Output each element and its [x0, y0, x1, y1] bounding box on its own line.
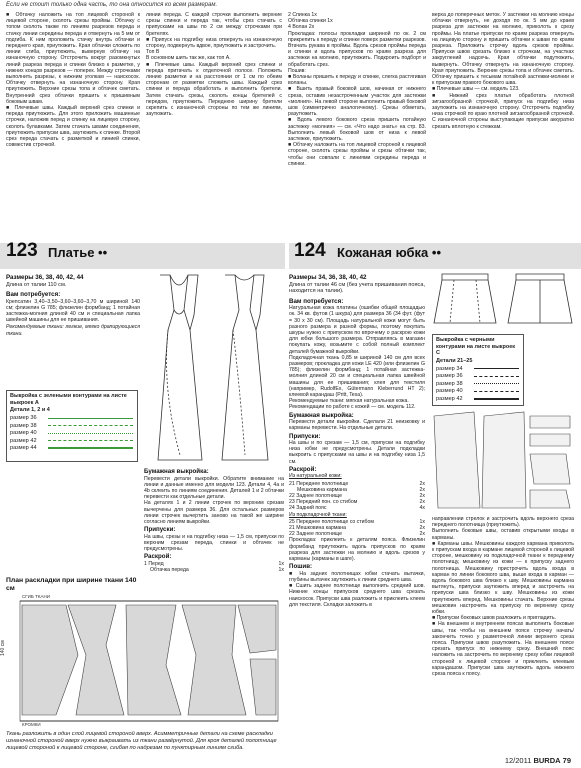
model-123-number: 123	[6, 240, 38, 261]
size-label: размер 38	[436, 380, 463, 387]
text-column-1	[6, 12, 140, 238]
model-124-allow-heading: Припуски:	[289, 432, 321, 440]
model-124-pattern-pieces	[430, 408, 578, 514]
col4-paragraph: верха до поперечных меток. У застежки на молнию концы обтачки отвернуть, не доходя по ок. 5 мм до краев разреза для застежки на молнию, приколоть к срезу проймы. На платье припуски по краям разреза отвернуть на лицевую сторону и пришить обтачки к швам по краям разреза. Приложить строчку вдоль срезов проймы. Припуски швов срезать близко к строчкам, на участках закруглений надсечь. Края обтачки подутюжить, вывернуть. Обтачку отвернуть на изнаночную сторону. Края приутюжить. Верхние срезы топа и обтачек сметать. Обтачку пришить к тесьмам потайной застежки-молнии и к припускам правого бокового шва. ■ Плечевые швы — см. модель 123. ■ Нижний срез платья обработать плотной зигзагообразной строчкой, припуск на подгибку низа заутюжить на изнаночную сторону. Отстрочить подгибку низа строчкой по краю плотной зигзагообразной строчкой. С изнаночной стороны выступающие припуски аккуратно срезать вплотную к стежкам.	[432, 12, 574, 130]
model-124-sketch	[430, 268, 578, 328]
cut-item	[144, 567, 284, 573]
size-row-42	[433, 395, 523, 403]
size-row-38	[7, 422, 137, 430]
top-note: Если не стоит только одна часть, то она относится ко всем размерам.	[6, 2, 218, 8]
cut-item-name: Обтачка переда	[150, 566, 189, 573]
model-124-glue-text: Прокладка: приклеить к деталям пояса. Флизелин формбанд приутюжить вдоль припусков по краям разреза для застежки на молнию и вдоль срезов у карманы (карманы в шаге).	[289, 537, 425, 562]
model-123-pattern-box-title: Выкройка с зелеными контурами на листе выкроек А	[10, 393, 127, 406]
cut-item-qty: 2x	[419, 531, 425, 538]
col2-paragraph: линии переда. С каждой строчки выполнить верхние срезы спинки и переда так, чтобы срез стачать с припусками на швы по 2 см между строчками при бретелях. ■ Припуск на подгибку низа отвернуть на изнаночную сторону, подвернуть вдвое, приутюжить и застрочить. Топ В В основном шить так же, как топ А. ■ Плечевые швы. Каждый верхний срез спинки и переда притачать к отделочной полосе. Положить линию разметки и на расстоянии от 1 см по обеим сторонам от разметки сложить швы. Каждый срез спинки и переда обработать и выполнить бретели. Затем стачать срезы, сколоть концы бретелей с передом, приутюжить. Переднюю ширину бретели скрепить с изнаночной стороны по тем же линиям, заутюжить.	[146, 12, 282, 118]
model-123-length: Длина от талии 110 см.	[6, 281, 67, 288]
cut-item-qty: 2x	[419, 486, 425, 493]
model-124-pattern-heading: Бумажная выкройка:	[289, 411, 354, 419]
layout-title: План раскладки при ширине ткани 140 см	[6, 577, 137, 592]
cut-item-name: 22 Заднее полотнище	[289, 531, 343, 538]
model-123-need-heading: Вам потребуется:	[6, 291, 61, 299]
model-124-length: Длина от талии 46 см (без учета пришивания пояса, находится на талии).	[289, 281, 425, 295]
model-123-band	[0, 243, 285, 269]
model-123-sketch	[140, 270, 285, 470]
model-124-sizes: Размеры 34, 36, 38, 40, 42	[289, 274, 367, 281]
model-123-allow-text: На швы, срезы и на подгибку низа — 1,5 см, припуски по верхним срезам переда, спинки и обтачек не предусмотрены.	[144, 533, 284, 553]
model-124-pattern-box-title: Выкройка с черными контурами на листе выкроек С	[436, 337, 516, 356]
cut-item-name: 22 Заднее полотнище	[289, 492, 343, 499]
model-124-text	[289, 274, 425, 750]
model-123-title: Платье ••	[48, 245, 108, 260]
model-124-right-paragraph: направлении стрелок и застрочить вдоль верхнего среза переднего полотнища (приутюжить). Выполнить боковые швы, оставив открытыми входы в карманы. ■ Карманы швы. Мешковины каждого кармана приколоть к припускам входа в кармане лицевой стороной к лицевой стороне, мешковину из подкладочной ткани к переднему полотнищу, мешковину из кожи — к припуску заднего полотнища. Мешковину пристрочить вдоль входа в карман по линии бокового шва, выше входа в карман — вдоль бокового шва близко к шву. Мешковины кармана вытянуть, припуски заутюжить вперед и застрочить на припуски шва близко к шву. Мешковины из кожи приутюжить вперед. Мешковины стачать. Верхние срезы мешковин настрочить на припуску по верхнему срезу юбки. ■ Припуски боковых швов разложить и пригладить. ■ На внешнем и внутреннем поясах выполнить боковые швы, так чтобы на внешнем поясе строчку начать/закончить точно у разметочной линии верхнего среза пояса. Припуски швов разутюжить. На внешнем поясе срезать припуск по нижнему срезу. Внешний пояс наложить на застрочить по верхнему срезу юбки лицевой стороной к лицевой стороне и приклеить клеевым карандашом. Припуски шва заутюжить вдоль нижнего среза пояса к поясу.	[432, 516, 574, 678]
footer-brand: BURDA	[533, 756, 561, 765]
size-label: размер 44	[10, 445, 37, 452]
model-124-sew-text: ■ На задних полотнищах юбки стачать вытачки, глубины вытачек заутюжить к линии среднего шва. ■ Сшить заднее полотнище выполнить средний шов. Нижние концы припусков среднего шва срезать наискосок. Припуски шва разложить и приклеить клеем для текстиля. Складки заложить в	[289, 570, 425, 608]
text-column-2	[146, 12, 282, 238]
model-124-number: 124	[294, 240, 326, 261]
size-label: размер 36	[436, 373, 463, 380]
text-column-4	[432, 12, 574, 238]
cut-item-name: Мешковина кармана	[297, 486, 347, 493]
size-row-40	[433, 388, 523, 396]
cut-sub-leather: Из натуральной кожи:	[289, 473, 342, 480]
model-123-sizes: Размеры 36, 38, 40, 42, 44	[6, 274, 84, 281]
size-row-42	[7, 437, 137, 445]
size-label: размер 38	[10, 422, 37, 429]
footer-page-number: 79	[562, 756, 571, 765]
cut-item-name: 23 Передний пон. со стибом	[289, 499, 358, 506]
model-123-pattern-heading: Бумажная выкройка:	[144, 468, 209, 475]
cutting-layout-diagram	[6, 595, 284, 730]
edge-label: КРОМКИ	[22, 722, 41, 727]
model-123-need-text: Крепсатин 3,40–3,50–3,60–3,60–3,70 м шириной 140 см; флизелин G 785; флизелин формбанд; 1 потайная застежка-молния длиной 40 см и специальная лапка швейной машины для ее пришивания.	[6, 298, 140, 324]
layout-caption: Ткань разложить в один слой лицевой стороной вверх. Асимметричные детали на схеме раскладки изнаночной стороной вверх нужно выкраивать из ткани развёрнутой. Для кроя деталей полотнище лицевой стороной к лицевой стороне, сгибая по надрезам по пунктирным линиям сгиба.	[6, 731, 277, 751]
size-row-34	[433, 365, 523, 373]
size-label: размер 42	[436, 395, 463, 402]
text-column-3	[288, 12, 426, 238]
size-label: размер 40	[10, 430, 37, 437]
model-124-allow-text: На швы и по срезам — 1,5 см, припуски на подгибку низа юбки не предусмотрены. Детали подкладки выкроить с припусками на швы и на подгибку низа 1,5 см.	[289, 440, 425, 465]
model-123-cut-heading: Раскрой:	[144, 553, 172, 561]
size-label: размер 36	[10, 415, 37, 422]
size-row-36	[7, 415, 137, 423]
width-label: 140 см	[0, 640, 6, 656]
col3-paragraph: 2 Спинка 1x Обтачка спинки 1x 4 Волан 2x Прокладка: полосы прокладки шириной по ок. 2 см прикрепить к переду и спинке поверх разметки разрезов. Втачать рукава в проймы. Вдоль срезов проймы переда и спинки и вдоль припусков по краям разреза для застежки на молнию, приутюжить. Подкроить подборт и обработать срез. Пошив: ■ Воланы пришить к переду и спинке, слегка растягивая воланы. ■ Вшить правый боковой шов, начиная от нижнего среза, оставив незастроченным участок для застежки «молния». На левой стороне выполнить правый боковой шов (симметрично аналогичному). Срезы обметать, разутюжить. ■ Вдоль левого бокового среза пришить потайную застежку «молния» — см. «Что надо знать» на стр. 83. Выполнить левый боковой шов от низа к левой застежке, приутюжить. ■ Обтачку наложить на топ лицевой стороной к лицевой стороне, сколоть срезы проймы и срезы обтачки так, чтобы они совпали с линиями середины переда и спинки.	[288, 12, 426, 167]
model-123-allow-heading: Припуски:	[144, 526, 176, 534]
model-123-pattern-paragraph: Перевести детали выкройки. Обратите внимание на линии и данные именно для модели 123. Детали 4, 4a и 4b склеить по линиям соединения. Деталей 1 и 2 обтачки перевести как отдельные детали. На деталях 1 и 2 линии строчек по верхним срезам вычерчены для размера 36. Для остальных размеров линии строчек вычертить заново на такой же ширине согласно линиям выкройки.	[144, 475, 284, 525]
cut-item-qty: 2x	[419, 524, 425, 531]
cut-sub-lining: Из подкладочной ткани:	[289, 511, 347, 518]
model-124-pattern-text: Перевести детали выкройки. Сделали 21 неизковку и карманы перевести. На отдельные детали.	[289, 419, 425, 432]
size-row-40	[7, 430, 137, 438]
cut-item-qty: 2x	[419, 499, 425, 506]
size-label: размер 40	[436, 388, 463, 395]
footer-issue: 12/2011	[504, 756, 532, 765]
fold-label: СГИБ ТКАНИ	[22, 594, 50, 599]
model-124-sew-heading: Пошив:	[289, 563, 313, 571]
model-124-need-text: Натуральная кожа платины (ошибки общей площадью ок. 34 кв. футов (1 шкура) для размера 36 (34 фут. (фут = 30 х 30 см). Площадь натуральной кожи могут быть разного размера и разной формы, поэтому покупать шкуры нужно с припуском по впрочему о раскрою кожи для юбки большого размера. Отправляясь в магазин покупать кожу, возьмите с собой полный комплект деталей бумажной выкройки. Подкладочная ткань 0,85 м шириной 140 см для всех размеров; прокладка для кожи LE 420 (или флизелин G 785); флизелин формбанд; 1 потайная застежка-молния длиной 20 см и специальная лапка швейной машины для ее пришивания; клея для текстиля (например, RudolfEx, Gütermann Kleberrund HT 2); клеевой карандаш (Pritt, Tesa). Рекомендуемые ткани: мягкая натуральная кожа. Рекомендации по работе с кожей — см. модель 112.	[289, 305, 425, 411]
model-123-pattern-text	[144, 468, 284, 588]
size-row-36	[433, 373, 523, 381]
model-124-pattern-box-parts: Детали 21–25	[436, 357, 473, 364]
size-label: размер 34	[436, 365, 463, 372]
cut-item-name: 21 Мешковина кармана	[289, 524, 347, 531]
cut-item-name: 25 Переднее полотнище со стибом	[289, 518, 374, 525]
cut-item-qty: 1x	[278, 560, 284, 567]
size-label: размер 42	[10, 437, 37, 444]
model-124-title: Кожаная юбка ••	[337, 245, 441, 260]
cut-item-name: 21 Переднее полотнище	[289, 480, 349, 487]
model-124-pattern-box	[432, 334, 524, 406]
page-footer	[505, 756, 571, 765]
cut-item-qty: 1x	[419, 518, 425, 525]
model-123-pattern-box	[6, 390, 138, 462]
model-123-fabric-note: Рекомендуемые ткани: легкие, мягко драпирующиеся ткани.	[6, 324, 140, 337]
model-124-cut-heading: Раскрой:	[289, 465, 317, 473]
model-124-right-text	[432, 516, 574, 751]
model-124-need-heading: Вам потребуется:	[289, 297, 344, 305]
model-123-text	[6, 274, 140, 384]
model-123-pattern-box-parts: Детали 1, 2 и 4	[10, 407, 50, 413]
cut-item-name: 1 Перед	[144, 560, 164, 567]
cut-item-qty: 1x	[278, 566, 284, 573]
cut-item-qty: 2x	[419, 480, 425, 487]
cut-item-name: 24 Задний пояс	[289, 505, 327, 512]
cut-item-qty: 2x	[419, 492, 425, 499]
size-row-38	[433, 380, 523, 388]
cut-item-qty: 4x	[419, 505, 425, 512]
size-row-44	[7, 445, 137, 453]
col1-paragraph: ■ Обтачку наложить на топ лицевой стороной к лицевой стороне, сколоть срезы проймы. Обтачку с топом сколоть также по линиям разрезов переда и стачку линии середины переда и отвернуть на 5 мм от подгиба. К ним проложить стачку внутрь обтачки и переднего края, приутюжить. Края обтачки сложить по линии сгиба, приутюжить, вывернув обтачку на изнаночную сторону. Отстрочить вокруг разомкнутых линий разреза переда и спинки близко к разметке, у нижних концов разрезов — поперек. Между строчками выполнить разрезы, к нижним уголкам — наискосок. Обтачку отвернуть на изнаночную сторону. Края приутюжить. Верхние срезы топа и обтачек сметать. Внутренний срез обтачки пришить к пришивным боковым швам. ■ Плечевые швы. Каждый верхний срез спинки и переда приутюжить. Для этого приложить машинные строчки, наложив перед и спинку на лицевую сторону, сколоть булавками. Затем стачать швами соединения, приутюжить припуски шва, заутюжить к спинке. Второй срез переда стачать с разметкой и линией спинки, совместив строчкой.	[6, 12, 140, 149]
